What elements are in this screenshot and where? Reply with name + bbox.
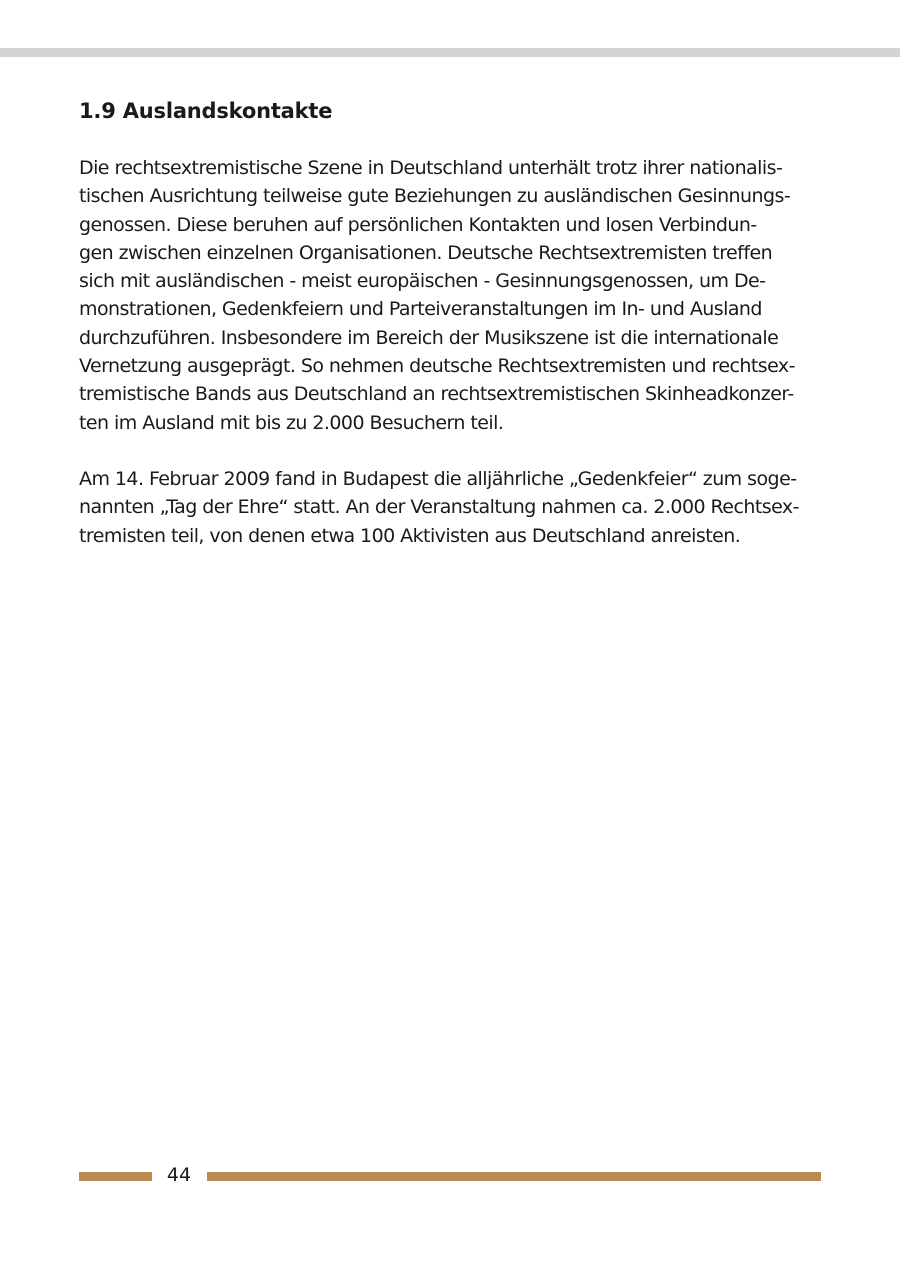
body-paragraph (79, 465, 839, 550)
paragraph-line: Die rechtsextremistische Szene in Deutschland unterhält trotz ihrer nationalis- (79, 157, 783, 179)
paragraph-line: ten im Ausland mit bis zu 2.000 Besuchern teil. (79, 411, 504, 434)
footer-rule-left (79, 1172, 152, 1181)
page-number: 44 (166, 1164, 192, 1186)
paragraph-line: nannten „Tag der Ehre“ statt. An der Veranstaltung nahmen ca. 2.000 Rechtsex- (79, 496, 799, 519)
paragraph-line: genossen. Diese beruhen auf persönlichen Kontakten und losen Verbindun- (79, 213, 757, 236)
body-paragraph (79, 154, 839, 437)
paragraph-line: sich mit ausländischen - meist europäischen - Gesinnungsgenossen, um De- (79, 270, 766, 293)
paragraph-line: durchzuführen. Insbesondere im Bereich der Musikszene ist die internationale (79, 326, 779, 349)
paragraph-line: gen zwischen einzelnen Organisationen. Deutsche Rechtsextremisten treffen (79, 241, 773, 264)
paragraph-line: Am 14. Februar 2009 fand in Budapest die alljährliche „Gedenkfeier“ zum soge- (79, 468, 797, 490)
paragraph-line: tischen Ausrichtung teilweise gute Beziehungen zu ausländischen Gesinnungs- (79, 185, 791, 208)
paragraph-line: tremisten teil, von denen etwa 100 Aktivisten aus Deutschland anreisten. (79, 524, 741, 547)
paragraph-line: tremistische Bands aus Deutschland an rechtsextremistischen Skinheadkonzer- (79, 383, 794, 406)
paragraph-line: Vernetzung ausgeprägt. So nehmen deutsche Rechtsextremisten und rechtsex- (79, 355, 795, 378)
paragraph-line: monstrationen, Gedenkfeiern und Parteiveranstaltungen im In- und Ausland (79, 298, 762, 321)
section-heading: 1.9 Auslandskontakte (79, 99, 333, 123)
footer-rule-right (207, 1172, 821, 1181)
top-rule (0, 48, 900, 57)
